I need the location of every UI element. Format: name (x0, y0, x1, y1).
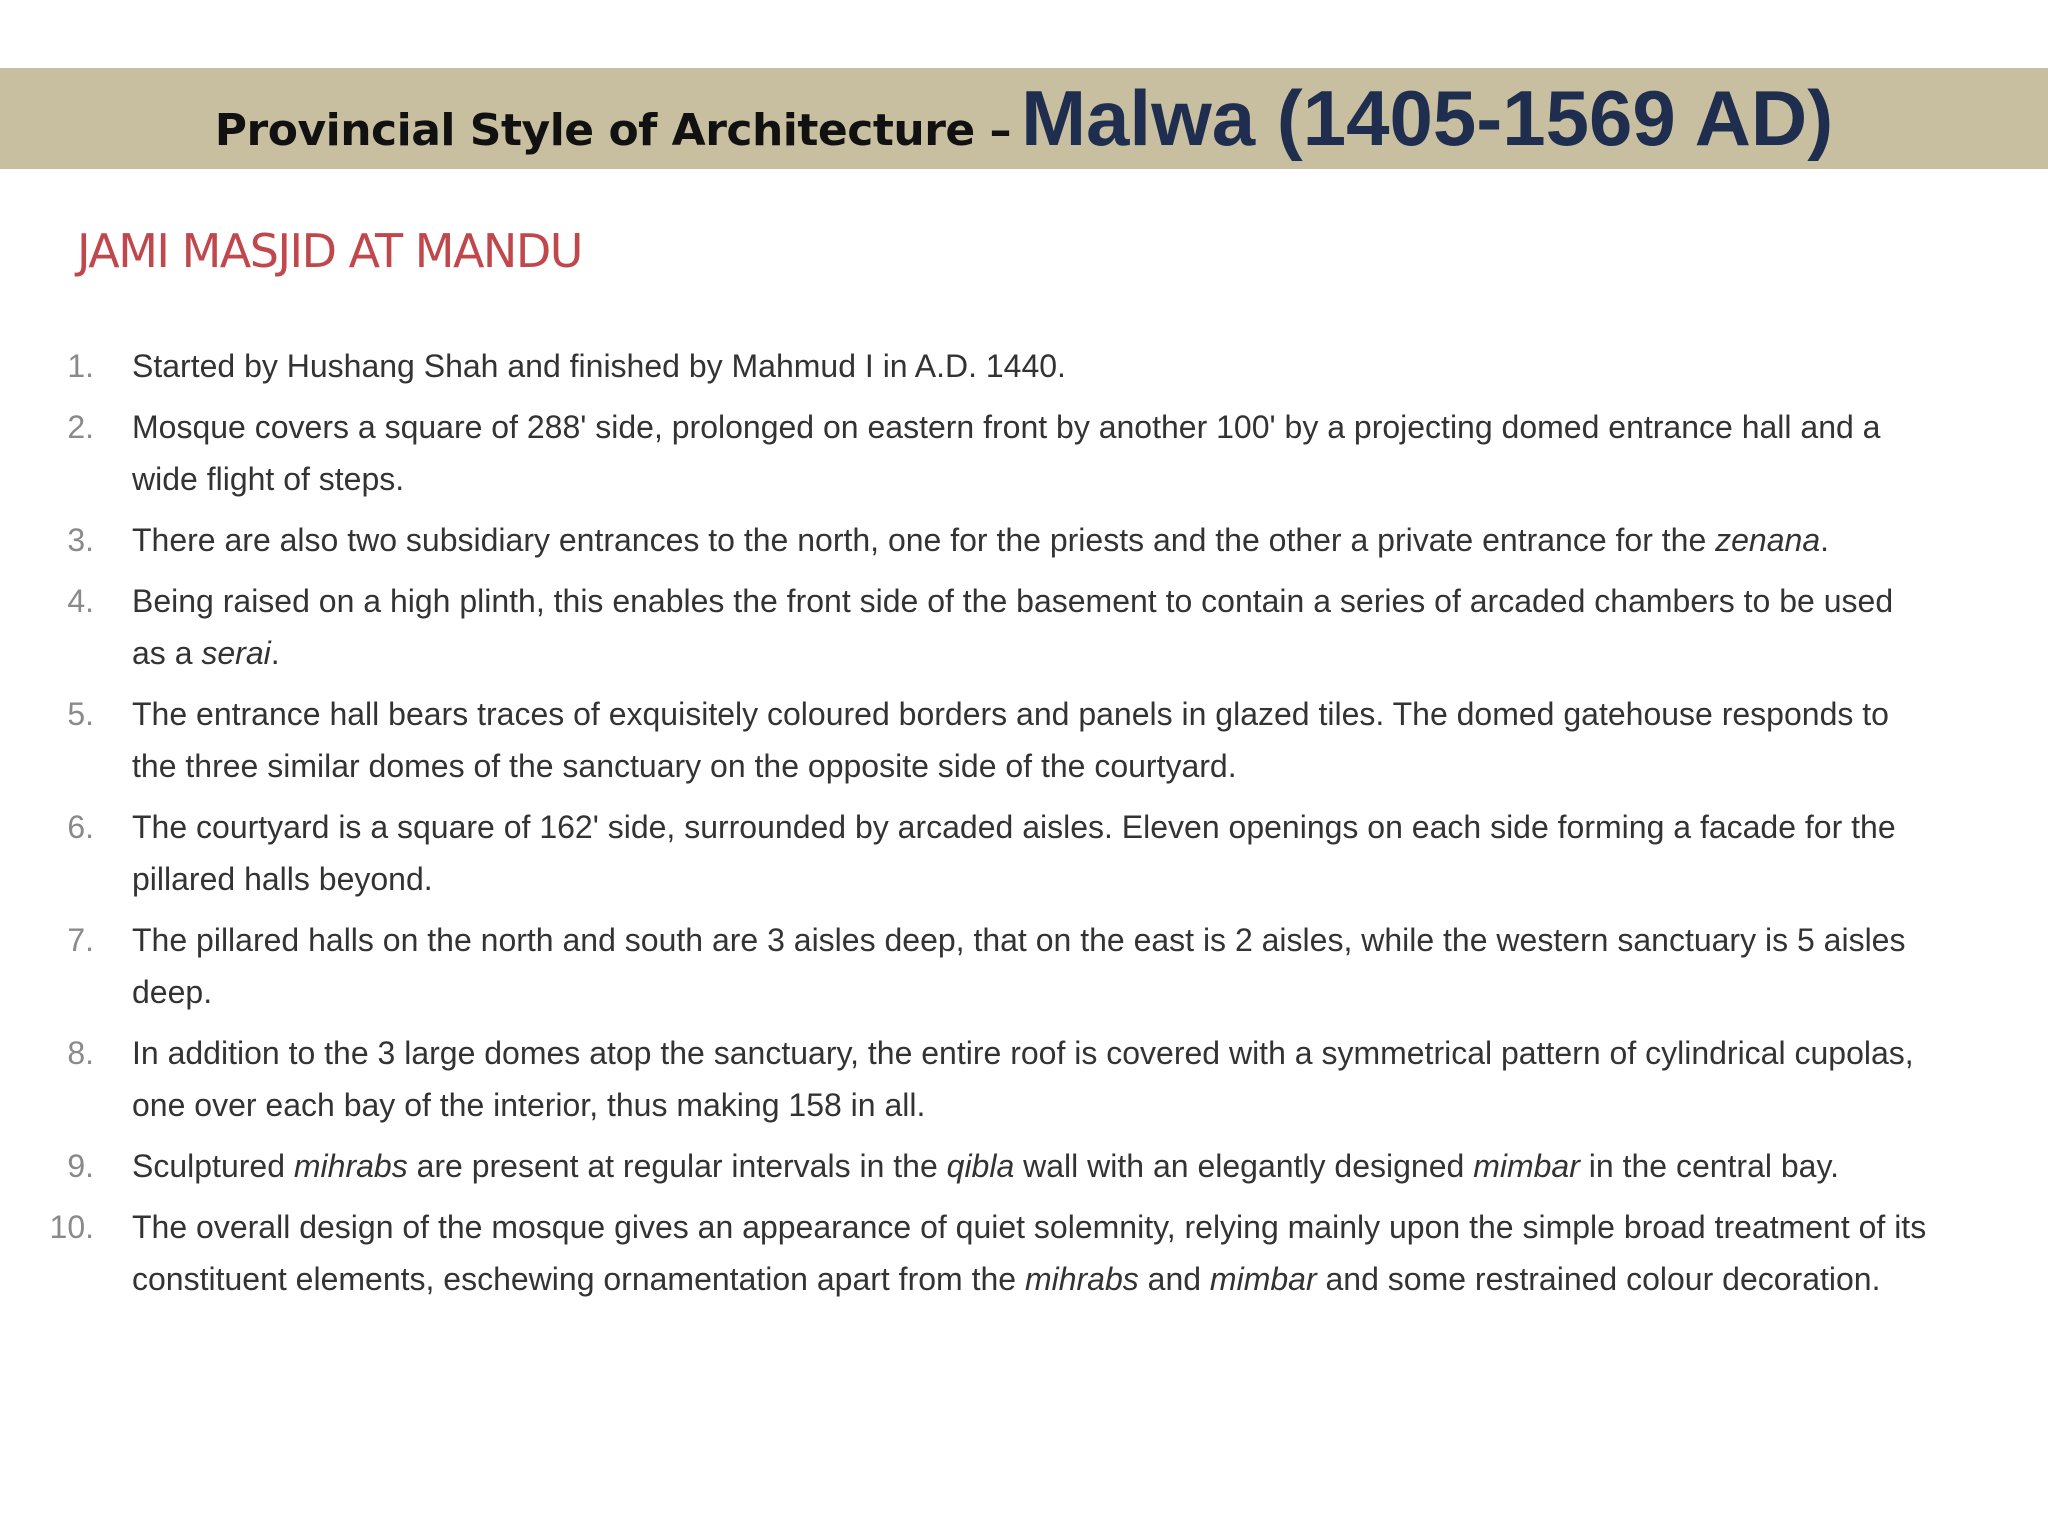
list-item-number: 7. (67, 922, 94, 958)
text-segment: There are also two subsidiary entrances to the north, one for the priests and the other a private entrance for the (132, 522, 1716, 558)
text-segment: The pillared halls on the north and south are 3 aisles deep, that on the east is 2 aisles, while the western sanctuary is 5 aisles deep. (132, 922, 1906, 1010)
list-item-text (132, 914, 1932, 1018)
list-item-text (132, 1027, 1932, 1131)
list-item-text (132, 340, 1932, 392)
list-item (0, 340, 2048, 392)
text-segment: Mosque covers a square of 288' side, prolonged on eastern front by another 100' by a projecting domed entrance hall and a wide flight of steps. (132, 409, 1881, 497)
list-item-number: 5. (67, 696, 94, 732)
list-item-number: 1. (67, 348, 94, 384)
text-segment: Being raised on a high plinth, this enables the front side of the basement to contain a series of arcaded chambers to be used as a (132, 583, 1894, 671)
text-segment: The courtyard is a square of 162' side, surrounded by arcaded aisles. Eleven openings on each side forming a facade for the pillared halls beyond. (132, 809, 1896, 897)
list-item-number: 6. (67, 809, 94, 845)
list-item-number: 2. (67, 409, 94, 445)
list-item-text (132, 575, 1932, 679)
list-item (0, 914, 2048, 1018)
list-item-number: 9. (67, 1148, 94, 1184)
list-item (0, 801, 2048, 905)
title-main: Malwa (1405-1569 AD) (1021, 74, 1834, 162)
text-segment: The entrance hall bears traces of exquisitely coloured borders and panels in glazed tiles. The domed gatehouse responds to the three similar domes of the sanctuary on the opposite side of the courtyard. (132, 696, 1889, 784)
text-segment: and some restrained colour decoration. (1316, 1261, 1881, 1297)
text-segment: . (270, 635, 280, 671)
list-item (0, 401, 2048, 505)
list-item-text (132, 401, 1932, 505)
text-segment: are present at regular intervals in the (407, 1148, 947, 1184)
text-segment: wall with an elegantly designed (1014, 1148, 1474, 1184)
italic-term: mihrabs (293, 1148, 408, 1184)
section-heading: JAMI MASJID AT MANDU (77, 224, 582, 278)
list-item (0, 688, 2048, 792)
italic-term: mimbar (1473, 1148, 1580, 1184)
list-item-number: 8. (67, 1035, 94, 1071)
points-list (0, 340, 2048, 1314)
list-item (0, 1201, 2048, 1305)
title-banner (0, 68, 2048, 169)
list-item-number: 4. (67, 583, 94, 619)
list-item-text (132, 1140, 1932, 1192)
italic-term: qibla (946, 1148, 1015, 1184)
list-item-number: 10. (49, 1209, 94, 1245)
slide-title (215, 73, 1833, 164)
text-segment: and (1138, 1261, 1210, 1297)
list-item-text (132, 514, 1932, 566)
list-item-text (132, 1201, 1932, 1305)
text-segment: In addition to the 3 large domes atop the sanctuary, the entire roof is covered with a symmetrical pattern of cylindrical cupolas, one over each bay of the interior, thus making 158 in all. (132, 1035, 1914, 1123)
list-item (0, 575, 2048, 679)
italic-term: serai (201, 635, 271, 671)
text-segment: in the central bay. (1579, 1148, 1839, 1184)
list-item (0, 1140, 2048, 1192)
list-item-text (132, 688, 1932, 792)
text-segment: . (1820, 522, 1829, 558)
title-prefix: Provincial Style of Architecture – (214, 105, 1012, 156)
text-segment: Sculptured (132, 1148, 294, 1184)
list-item-number: 3. (67, 522, 94, 558)
italic-term: mimbar (1209, 1261, 1317, 1297)
text-segment: Started by Hushang Shah and finished by Mahmud I in A.D. 1440. (132, 348, 1066, 384)
italic-term: zenana (1715, 522, 1821, 558)
text-segment: The overall design of the mosque gives an appearance of quiet solemnity, relying mainly upon the simple broad treatment of its constituent elements, eschewing ornamentation apart from the (132, 1209, 1927, 1297)
italic-term: mihrabs (1024, 1261, 1139, 1297)
list-item-text (132, 801, 1932, 905)
list-item (0, 1027, 2048, 1131)
list-item (0, 514, 2048, 566)
